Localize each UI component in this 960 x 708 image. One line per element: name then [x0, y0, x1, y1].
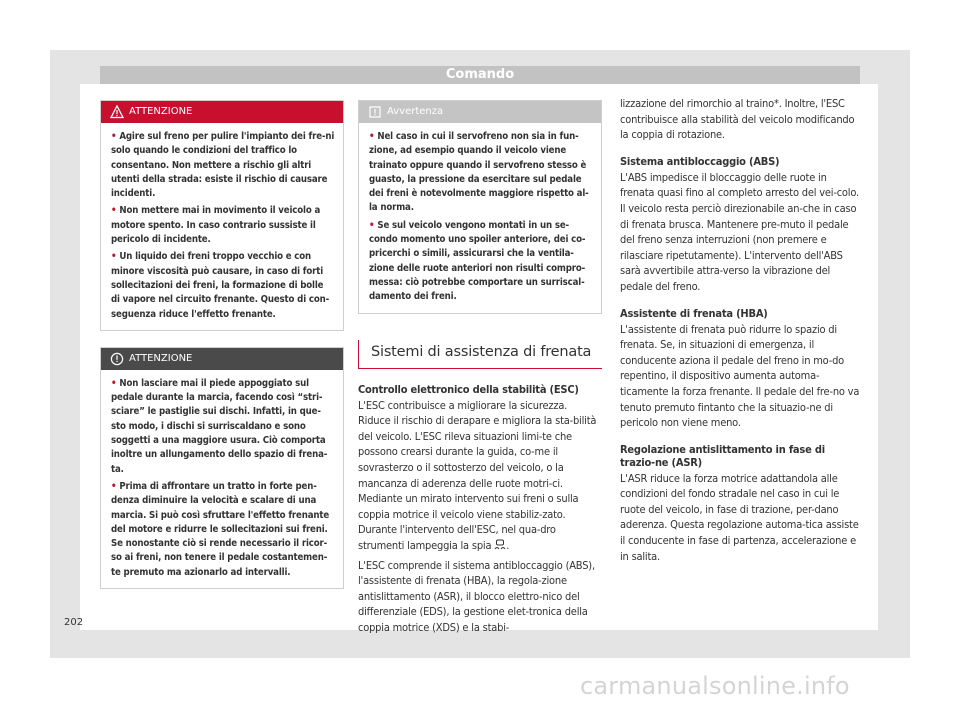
warning-box-1-header: [101, 101, 343, 123]
bullet-icon: •: [111, 377, 117, 389]
warning-2-item: • Non lasciare mai il piede appoggiato sul pedale durante la marcia, facendo così “stri-sciare” le pastiglie sui dischi. Infatti, in que-sto modo, i dischi si surriscaldano e sono soggetti a una maggiore usura. Ciò comporta inoltre un allungamento dello spazio di frena-ta.: [111, 377, 328, 475]
warning-1-item: • Agire sul freno per pulire l'impianto dei fre-ni solo quando le condizioni del traffico lo consentano. Non mettere a rischio gli altri utenti della strada: esiste il rischio di causare incidenti.: [111, 131, 335, 200]
column-3: [620, 96, 860, 568]
watermark: carmanualsonline.info: [580, 672, 850, 700]
note-box-label: Avvertenza: [387, 106, 444, 117]
info-circle-icon: [110, 352, 124, 366]
warning-box-2-header: [101, 348, 343, 370]
bullet-icon: •: [111, 205, 117, 217]
warning-1-item: • Non mettere mai in movimento il veicolo a motore spento. In caso contrario sussiste il pericolo di incidente.: [111, 205, 321, 246]
bullet-icon: •: [111, 480, 117, 492]
page-number: 202: [64, 617, 84, 628]
asr-paragraph: L'ASR riduce la forza motrice adattandola alle condizioni del fondo stradale nel caso in cui le ruote del veicolo, in fase di trazione, per-dano aderenza. Questa regolazione automa-tica assiste il conducente in fase di partenza, accelerazione e in salita.: [620, 471, 859, 563]
section-header: Comando: [100, 66, 860, 84]
bullet-icon: •: [111, 131, 117, 142]
esc-paragraph-2: L'ESC comprende il sistema antibloccaggio (ABS), l'assistente di frenata (HBA), la regola-zione antislittamento (ASR), il blocco elettro-nico del differenziale (EDS), la gestione elet-tronica della coppia motrice (XDS) e la stabi-: [358, 558, 595, 634]
esc-paragraph-2-continued: lizzazione del rimorchio al traino*. Inoltre, l'ESC contribuisce alla stabilità del veicolo modificando la coppia di rotazione.: [620, 97, 855, 142]
note-icon: [368, 105, 382, 119]
note-item: • Nel caso in cui il servofreno non sia in fun-zione, ad esempio quando il veicolo viene trainato oppure quando il servofreno stesso è guasto, la pressione da esercitare sul pedale dei freni è notevolmente maggiore rispetto al-la norma.: [369, 131, 589, 214]
note-item: • Se sul veicolo vengono montati in un se-condo momento uno spoiler anteriore, dei co-pricerchi o simili, assicurarsi che la ventila-zione delle ruote anteriori non risulti compro-messa: ciò potrebbe comportare un surriscal-damento dei freni.: [369, 219, 586, 303]
hba-heading: Assistente di frenata (HBA): [620, 306, 768, 320]
warning-box-1-label: ATTENZIONE: [129, 106, 193, 117]
esc-heading: Controllo elettronico della stabilità (ESC): [358, 382, 579, 396]
warning-box-1: [100, 100, 344, 331]
abs-heading: Sistema antibloccaggio (ABS): [620, 154, 780, 168]
bullet-icon: •: [111, 251, 117, 263]
column-1: [100, 100, 344, 589]
section-title: Sistemi di assistenza di frenata: [358, 340, 602, 369]
note-box-header: [359, 101, 601, 123]
esc-paragraph-1: L'ESC contribuisce a migliorare la sicurezza. Riduce il rischio di derapare e migliora la sta-bilità del veicolo. L'ESC rileva situazioni limi-te che possono crearsi durante la guida, co-me il sovrasterzo o il sottosterzo del veicolo, o la mancanza di aderenza delle ruote motri-ci. Mediante un mirato intervento sui freni o sulla coppia motrice il veicolo viene stabiliz-zato. Durante l'intervento dell'ESC, nel qua-dro strumenti lampeggia la spia .: [358, 398, 597, 552]
column-2: [358, 100, 602, 639]
warning-box-2: [100, 347, 344, 589]
warning-2-item: • Prima di affrontare un tratto in forte pen-denza diminuire la velocità e scalare di una marcia. Si può così sfruttare l'effetto frenante del motore e ridurre le sollecitazioni sui freni. Se nonostante ciò si rende necessario il ricor-so ai freni, non tenere il pedale costantemen-te premuto ma azionarlo ad intervalli.: [111, 480, 330, 578]
warning-1-item: • Un liquido dei freni troppo vecchio e con minore viscosità può causare, in caso di forti sollecitazioni dei freni, la formazione di bolle di vapore nel circuito frenante. Questo di con-seguenza riduce l'effetto frenante.: [111, 251, 330, 320]
bullet-icon: •: [369, 219, 375, 231]
note-box: [358, 100, 602, 314]
esc-warning-lamp-icon: [494, 539, 506, 550]
asr-heading: Regolazione antislittamento in fase di trazio-ne (ASR): [620, 442, 825, 469]
bullet-icon: •: [369, 131, 375, 142]
hba-paragraph: L'assistente di frenata può ridurre lo spazio di frenata. Se, in situazioni di emergenza, il conducente aziona il pedale del freno in mo-do repentino, il dispositivo aumenta automa-ticamente la forza frenante. Il pedale del fre-no va tenuto premuto fintanto che la situazio-ne di pericolo non viene meno.: [620, 322, 860, 430]
abs-paragraph: L'ABS impedisce il bloccaggio delle ruote in frenata quasi fino al completo arresto del vei-colo. Il veicolo resta perciò direzionabile an-che in caso di frenata brusca. Mantenere pre-muto il pedale del freno senza interruzioni (non premere e rilasciare ripetutamente). L'intervento dell'ABS sarà avvertibile attra-verso la vibrazione del pedale del freno.: [620, 170, 859, 293]
warning-box-2-label: ATTENZIONE: [129, 352, 193, 364]
warning-triangle-icon: [110, 105, 124, 119]
